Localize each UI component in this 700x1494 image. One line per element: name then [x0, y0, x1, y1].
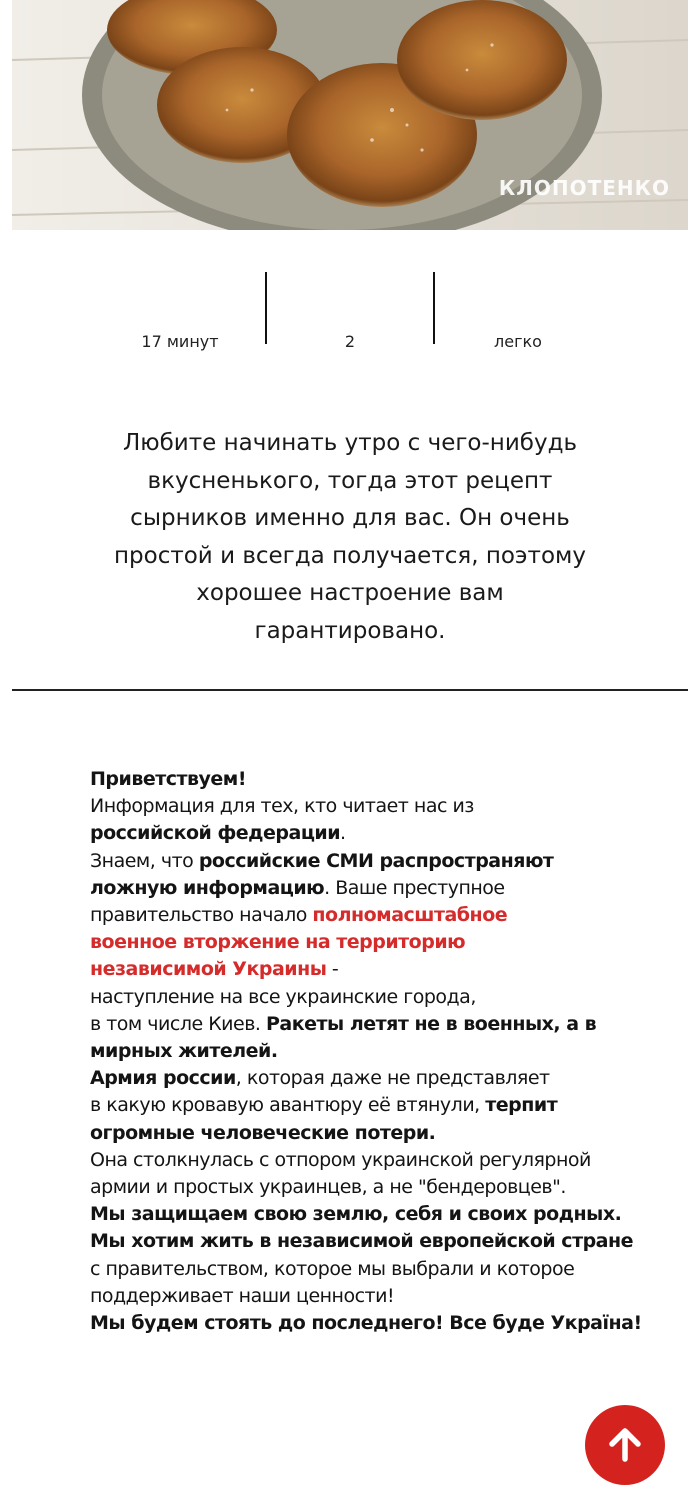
arrow-up-icon	[605, 1425, 645, 1465]
notice-text: -	[326, 958, 339, 981]
meta-divider	[265, 272, 267, 344]
notice-text: поддерживает наши ценности!	[90, 1284, 395, 1307]
notice-text: .	[340, 822, 346, 845]
notice-highlight: военное вторжение на территорию	[90, 931, 466, 954]
servings: 2	[344, 332, 356, 351]
notice-bold: Ракеты летят не в военных, а в	[266, 1012, 597, 1035]
notice-bold: Армия россии	[90, 1067, 236, 1090]
cook-time: 17 минут	[141, 332, 219, 351]
notice-bold: огромные человеческие потери.	[90, 1121, 436, 1144]
hero-image	[12, 0, 688, 230]
notice-bold: российской федерации	[90, 822, 341, 845]
notice-text: Она столкнулась с отпором украинской регулярной	[90, 1148, 591, 1171]
notice-bold: мирных жителей.	[90, 1040, 278, 1063]
notice-text: в том числе Киев.	[90, 1012, 266, 1035]
notice-greeting: Приветствуем!	[90, 768, 247, 790]
notice-text: , которая даже не представляет	[235, 1067, 550, 1090]
meta-divider	[433, 272, 435, 344]
section-divider	[12, 689, 688, 691]
notice-block	[90, 766, 680, 1337]
recipe-meta	[0, 270, 700, 350]
recipe-intro: Любите начинать утро с чего-нибудь вкусненького, тогда этот рецепт сырников именно для вас. Он очень простой и всегда получается, поэтому хорошее настроение вам гарантировано.	[113, 430, 586, 644]
notice-bold: Мы будем стоять до последнего! Все буде Україна!	[90, 1312, 642, 1335]
notice-highlight: полномасштабное	[312, 904, 508, 927]
notice-highlight: независимой Украины	[90, 958, 327, 981]
notice-bold: ложную информацию	[90, 876, 325, 899]
notice-bold: российские СМИ распространяют	[198, 849, 554, 872]
notice-text: армии и простых украинцев, а не "бендеровцев".	[90, 1176, 566, 1199]
notice-bold: терпит	[485, 1094, 558, 1117]
difficulty: легко	[494, 332, 542, 351]
notice-text: правительство начало	[90, 904, 313, 927]
notice-text: Информация для тех, кто читает нас из	[90, 795, 474, 818]
scroll-to-top-button[interactable]	[585, 1405, 665, 1485]
notice-text: наступление на все украинские города,	[90, 985, 476, 1008]
notice-text: Знаем, что	[90, 849, 199, 872]
notice-bold: Мы защищаем свою землю, себя и своих родных.	[90, 1203, 622, 1226]
notice-text: в какую кровавую авантюру её втянули,	[90, 1094, 486, 1117]
notice-text: с правительством, которое мы выбрали и которое	[90, 1257, 575, 1280]
notice-bold: Мы хотим жить в независимой европейской стране	[90, 1230, 634, 1253]
notice-text: . Ваше преступное	[324, 876, 505, 899]
brand-watermark: КЛОПОТЕНКО	[498, 176, 670, 200]
